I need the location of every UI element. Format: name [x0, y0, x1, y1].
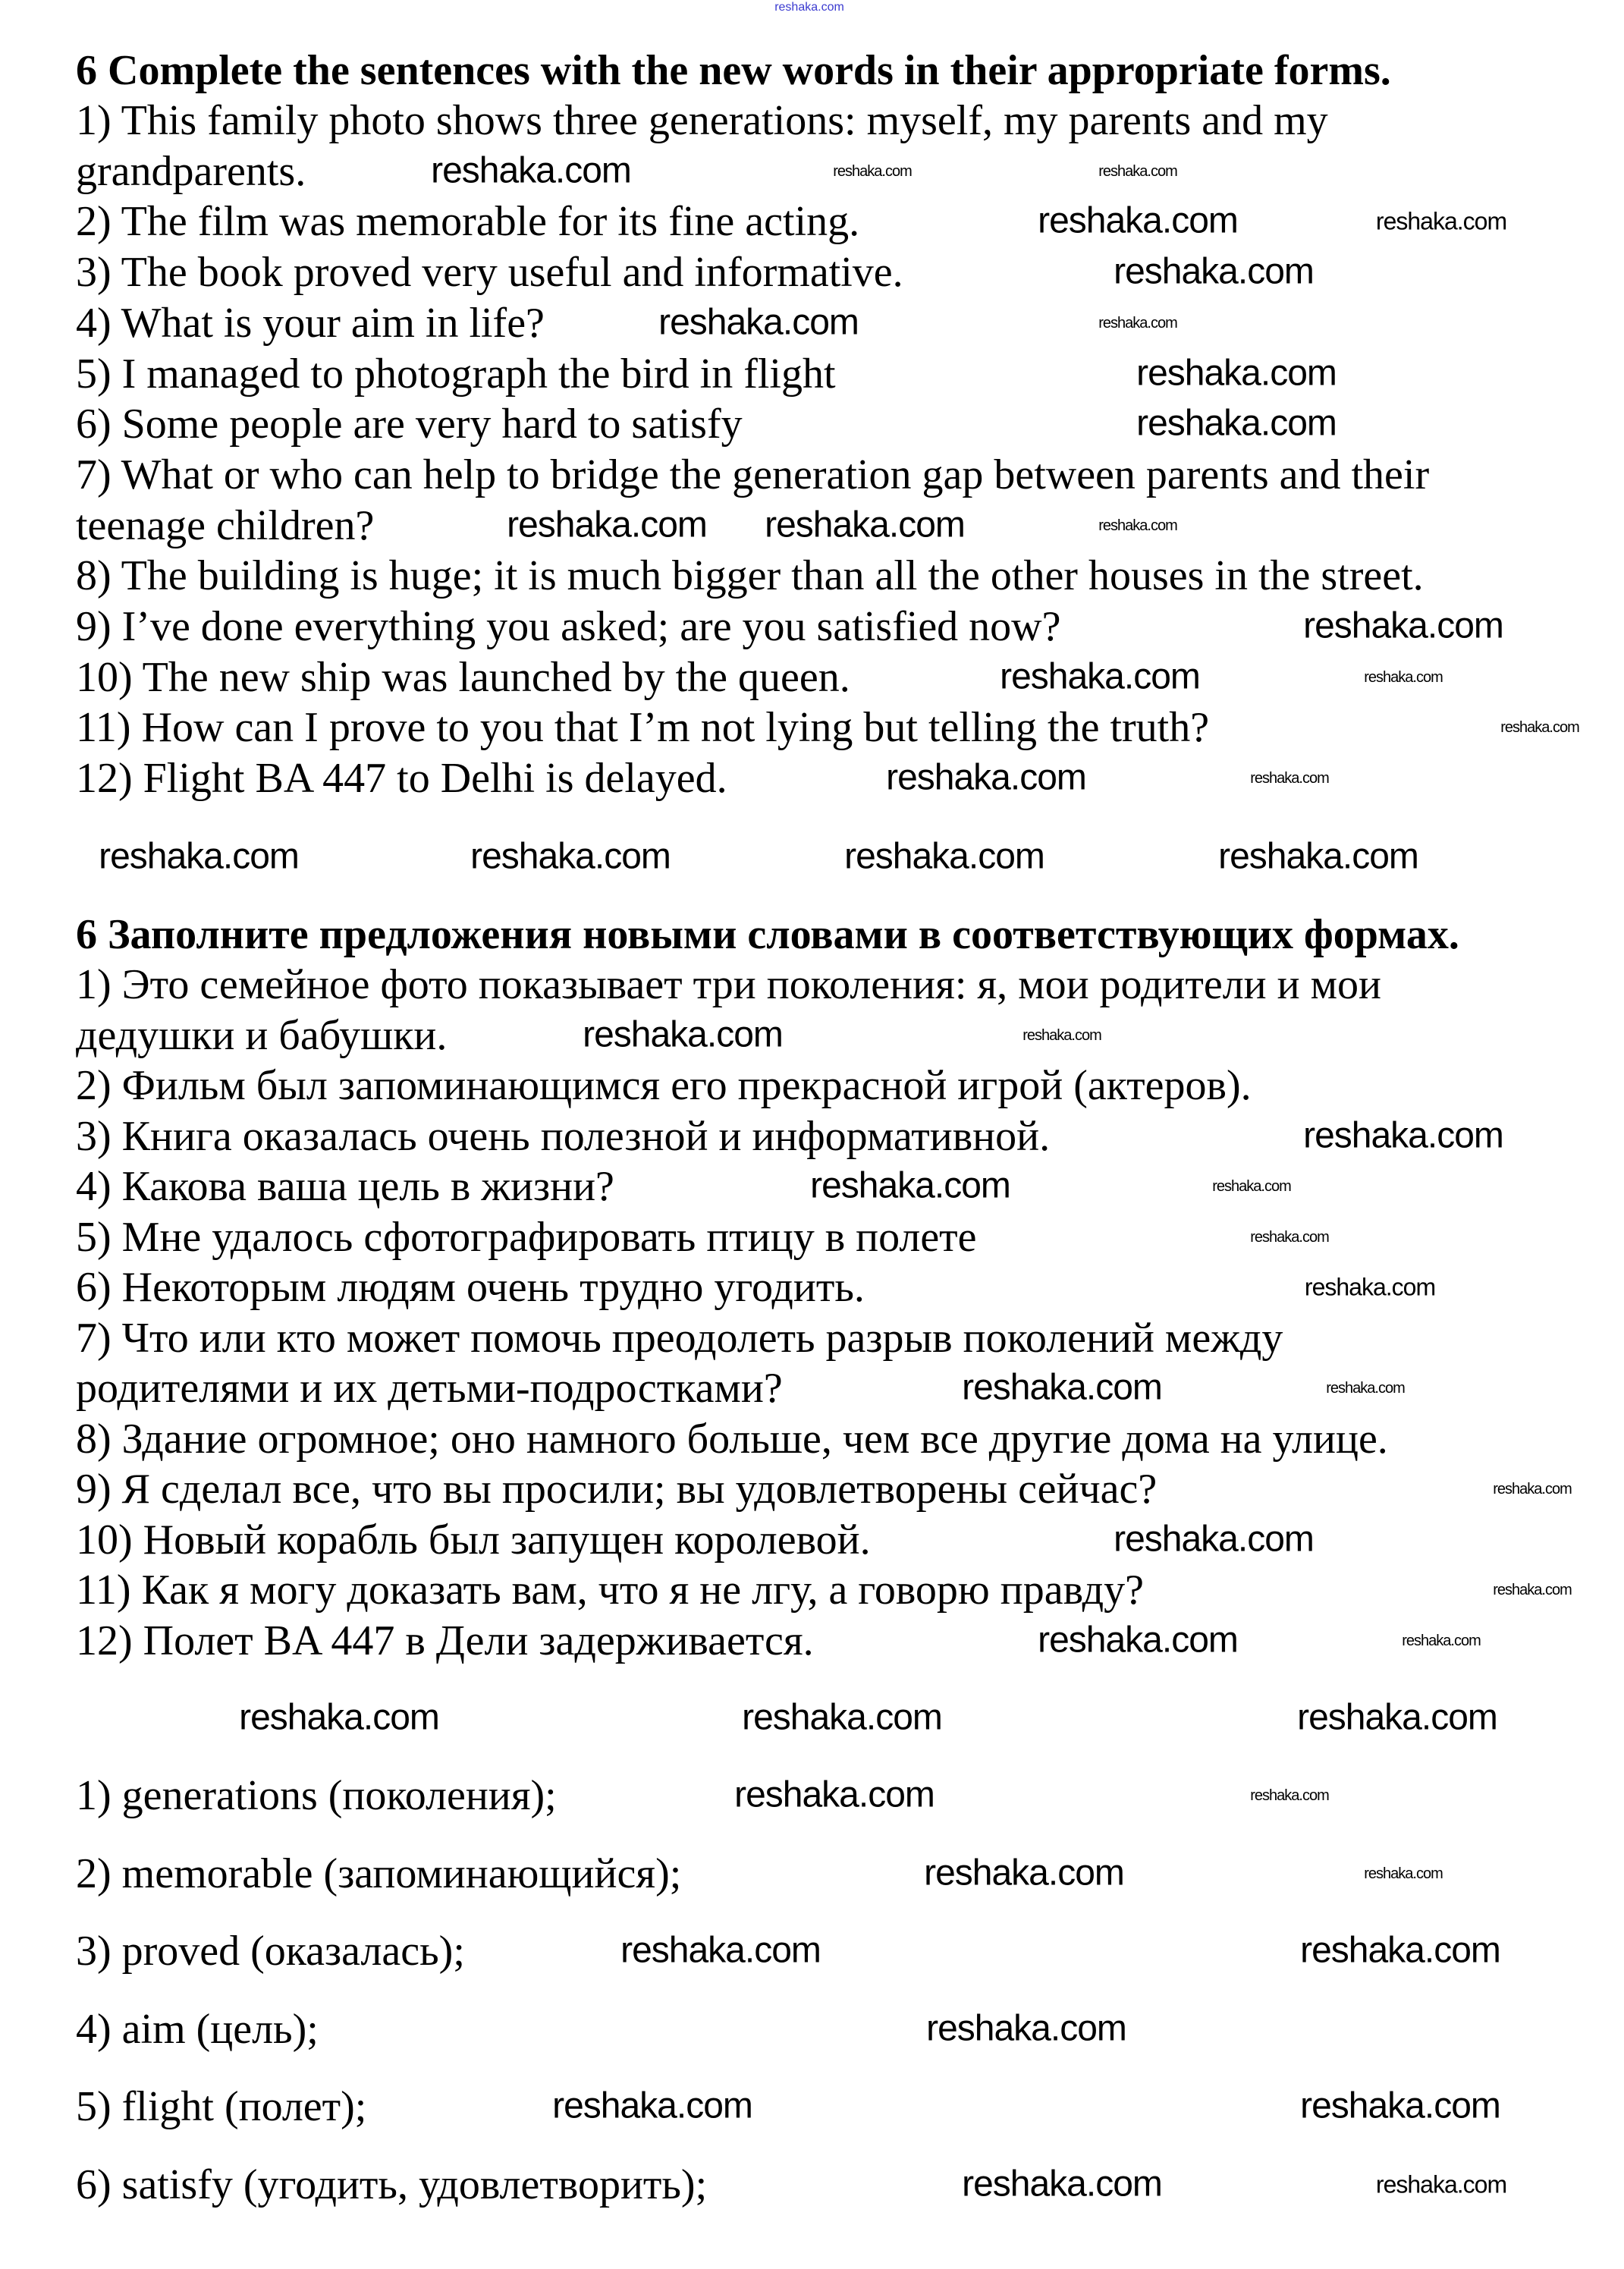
english-sentence-line: 12) Flight BA 447 to Delhi is delayed.	[76, 755, 727, 803]
russian-sentence-line: 10) Новый корабль был запущен королевой.	[76, 1516, 871, 1563]
exercise-heading-english: 6 Complete the sentences with the new words in their appropriate forms.	[76, 47, 1391, 94]
watermark: reshaka.com	[431, 150, 631, 191]
watermark: reshaka.com	[734, 1774, 935, 1815]
watermark: reshaka.com	[1000, 656, 1200, 697]
watermark: reshaka.com	[886, 757, 1086, 798]
russian-sentence-line: дедушки и бабушки.	[76, 1011, 448, 1059]
watermark: reshaka.com	[1250, 1228, 1329, 1246]
watermark: reshaka.com	[1493, 1481, 1572, 1497]
russian-sentence-line: родителями и их детьми-подростками?	[76, 1365, 783, 1412]
exercise-heading-russian: 6 Заполните предложения новыми словами в соответствующих формах.	[76, 911, 1459, 958]
watermark: reshaka.com	[1114, 1519, 1314, 1560]
english-sentence-line: 4) What is your aim in life?	[76, 299, 545, 347]
answer-line: 3) proved (оказалась);	[76, 1928, 465, 1975]
english-sentence-line: 5) I managed to photograph the bird in flight	[76, 350, 836, 398]
watermark: reshaka.com	[1114, 251, 1314, 292]
answer-line: 5) flight (полет);	[76, 2083, 367, 2130]
english-sentence-line: 7) What or who can help to bridge the generation gap between parents and their	[76, 451, 1430, 498]
russian-sentence-line: 7) Что или кто может помочь преодолеть разрыв поколений между	[76, 1314, 1283, 1362]
watermark: reshaka.com	[99, 836, 299, 877]
english-sentence-line: 2) The film was memorable for its fine acting.	[76, 198, 860, 246]
russian-sentence-line: 8) Здание огромное; оно намного больше, чем все другие дома на улице.	[76, 1415, 1388, 1463]
watermark: reshaka.com	[1326, 1380, 1405, 1397]
watermark: reshaka.com	[583, 1014, 783, 1055]
answer-line: 6) satisfy (угодить, удовлетворить);	[76, 2161, 708, 2208]
russian-sentence-line: 9) Я сделал все, что вы просили; вы удовлетворены сейчас?	[76, 1466, 1158, 1513]
watermark: reshaka.com	[239, 1697, 439, 1738]
watermark: reshaka.com	[1304, 1273, 1436, 1301]
watermark: reshaka.com	[765, 504, 965, 545]
watermark: reshaka.com	[1402, 1632, 1481, 1649]
watermark: reshaka.com	[1303, 1115, 1503, 1156]
answer-line: 2) memorable (запоминающийся);	[76, 1849, 682, 1897]
watermark: reshaka.com	[810, 1165, 1010, 1206]
russian-sentence-line: 5) Мне удалось сфотографировать птицу в полете	[76, 1213, 977, 1261]
english-sentence-line: 10) The new ship was launched by the queen.	[76, 653, 850, 701]
english-sentence-line: 11) How can I prove to you that I’m not lying but telling the truth?	[76, 704, 1210, 752]
watermark: reshaka.com	[1022, 1026, 1101, 1044]
watermark: reshaka.com	[1297, 1697, 1497, 1738]
english-sentence-line: 1) This family photo shows three generations: myself, my parents and my	[76, 97, 1328, 144]
watermark: reshaka.com	[1136, 353, 1337, 394]
watermark: reshaka.com	[1250, 1787, 1329, 1804]
english-sentence-line: 6) Some people are very hard to satisfy	[76, 401, 743, 448]
watermark: reshaka.com	[1375, 207, 1507, 235]
watermark: reshaka.com	[962, 1367, 1162, 1408]
russian-sentence-line: 6) Некоторым людям очень трудно угодить.	[76, 1264, 865, 1311]
watermark: reshaka.com	[1098, 517, 1177, 534]
russian-sentence-line: 2) Фильм был запоминающимся его прекрасной игрой (актеров).	[76, 1062, 1252, 1109]
english-sentence-line: 8) The building is huge; it is much bigger than all the other houses in the street.	[76, 552, 1424, 600]
watermark: reshaka.com	[1300, 2085, 1500, 2126]
watermark: reshaka.com	[1375, 2170, 1507, 2198]
watermark: reshaka.com	[833, 162, 912, 180]
english-sentence-line: 9) I’ve done everything you asked; are you satisfied now?	[76, 603, 1061, 650]
watermark: reshaka.com	[926, 2008, 1126, 2049]
watermark: reshaka.com	[1218, 836, 1418, 877]
russian-sentence-line: 11) Как я могу доказать вам, что я не лгу, а говорю правду?	[76, 1567, 1144, 1614]
watermark: reshaka.com	[742, 1697, 942, 1738]
watermark: reshaka.com	[844, 836, 1044, 877]
russian-sentence-line: 1) Это семейное фото показывает три поколения: я, мои родители и мои	[76, 961, 1382, 1008]
watermark: reshaka.com	[1038, 200, 1238, 241]
site-link[interactable]: reshaka.com	[774, 1, 844, 14]
watermark: reshaka.com	[1038, 1620, 1238, 1661]
answer-line: 4) aim (цель);	[76, 2005, 319, 2053]
watermark: reshaka.com	[1098, 162, 1177, 180]
english-sentence-line: teenage children?	[76, 501, 375, 549]
watermark: reshaka.com	[1250, 770, 1329, 787]
english-sentence-line: grandparents.	[76, 147, 306, 195]
english-sentence-line: 3) The book proved very useful and informative.	[76, 249, 903, 297]
watermark: reshaka.com	[1300, 1930, 1500, 1971]
watermark: reshaka.com	[1303, 605, 1503, 646]
watermark: reshaka.com	[1364, 668, 1443, 686]
watermark: reshaka.com	[552, 2085, 752, 2126]
answer-line: 1) generations (поколения);	[76, 1772, 557, 1819]
watermark: reshaka.com	[507, 504, 707, 545]
watermark: reshaka.com	[1500, 719, 1579, 737]
watermark: reshaka.com	[1364, 1865, 1443, 1882]
russian-sentence-line: 12) Полет BA 447 в Дели задерживается.	[76, 1617, 814, 1664]
watermark: reshaka.com	[924, 1853, 1124, 1893]
watermark: reshaka.com	[1098, 314, 1177, 332]
watermark: reshaka.com	[962, 2164, 1162, 2205]
russian-sentence-line: 4) Какова ваша цель в жизни?	[76, 1163, 614, 1210]
watermark: reshaka.com	[1136, 403, 1337, 444]
watermark: reshaka.com	[620, 1930, 821, 1971]
watermark: reshaka.com	[1212, 1178, 1291, 1195]
watermark: reshaka.com	[658, 302, 859, 343]
russian-sentence-line: 3) Книга оказалась очень полезной и информативной.	[76, 1112, 1051, 1160]
watermark: reshaka.com	[1493, 1582, 1572, 1598]
watermark: reshaka.com	[470, 836, 671, 877]
